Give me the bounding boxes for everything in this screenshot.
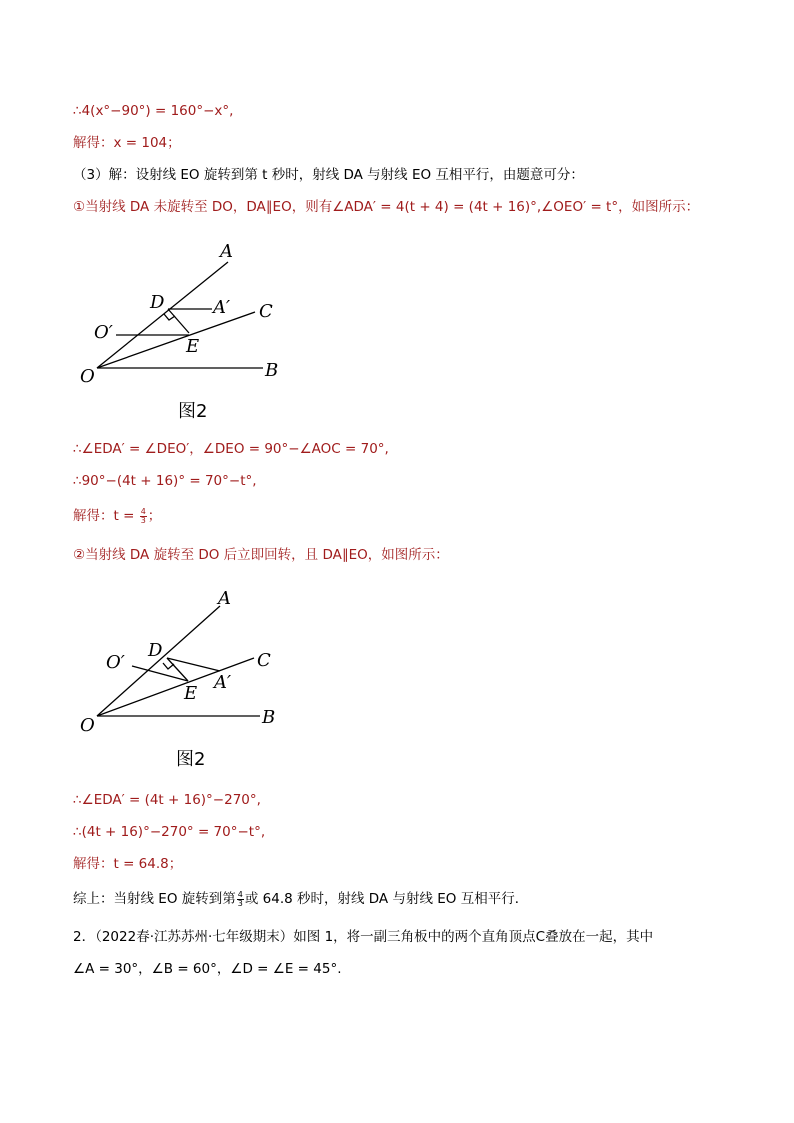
solution-line-9: ∴∠EDA′ = (4t + 16)°−270°, bbox=[73, 792, 261, 808]
fig2-label-c: C bbox=[257, 650, 271, 671]
solution-line-3 bbox=[73, 166, 584, 184]
fig2-segment-da-prime bbox=[167, 658, 220, 671]
fig2-label-e: E bbox=[184, 683, 198, 704]
fig1-label-o-prime: O′ bbox=[94, 322, 113, 343]
fig2-label-o-prime: O′ bbox=[106, 652, 125, 673]
fraction-num: 4 bbox=[140, 506, 146, 516]
fig1-segment-de bbox=[168, 309, 189, 333]
fig1-label-c: C bbox=[259, 301, 273, 322]
solution-line-6: ∴90°−(4t + 16)° = 70°−t°, bbox=[73, 473, 257, 489]
summary-fraction bbox=[237, 891, 244, 908]
fraction-4-3 bbox=[140, 508, 147, 525]
summary-fraction-num: 4 bbox=[237, 889, 243, 899]
fig2-ray-oa bbox=[97, 606, 220, 716]
solution-line-7 bbox=[73, 507, 161, 525]
fig1-right-angle-mark bbox=[164, 314, 175, 320]
figure-2-caption: 图2 bbox=[176, 749, 206, 770]
solution-line-12 bbox=[73, 890, 528, 908]
solution-7-suffix: ； bbox=[147, 508, 162, 524]
problem-2-line-1: 2．（2022春·江苏苏州·七年级期末）如图 1，将一副三角板中的两个直角顶点C叠放在一起，其中 bbox=[73, 929, 654, 945]
fig2-label-o: O bbox=[80, 715, 95, 736]
fig1-label-o: O bbox=[80, 366, 95, 387]
solution-7-prefix: 解得：t = bbox=[73, 508, 139, 524]
fig1-label-b: B bbox=[265, 360, 279, 381]
fig2-segment-de bbox=[167, 658, 188, 681]
summary-prefix: 综上：当射线 EO 旋转到第 bbox=[73, 891, 236, 907]
solution-line-8: ②当射线 DA 旋转至 DO 后立即回转，且 DA∥EO，如图所示： bbox=[73, 547, 449, 563]
fig2-label-a: A bbox=[218, 588, 231, 609]
fraction-den: 3 bbox=[140, 515, 146, 525]
fig2-ray-oc bbox=[97, 658, 254, 716]
solution-line-2: 解得：x = 104； bbox=[73, 135, 181, 151]
solution-line-10: ∴(4t + 16)°−270° = 70°−t°, bbox=[73, 824, 266, 840]
part3-prefix: （3）解： bbox=[73, 167, 136, 183]
fig2-label-d: D bbox=[148, 640, 163, 661]
solution-line-11: 解得：t = 64.8； bbox=[73, 856, 183, 872]
fig2-segment-o-prime-e bbox=[132, 666, 188, 681]
fig2-right-angle-mark bbox=[163, 663, 174, 669]
problem-2-line-2: ∠A = 30°，∠B = 60°，∠D = ∠E = 45°. bbox=[73, 961, 342, 977]
fig1-label-e: E bbox=[186, 336, 200, 357]
part3-text: 设射线 EO 旋转到第 t 秒时，射线 DA 与射线 EO 互相平行，由题意可分： bbox=[135, 167, 584, 183]
solution-line-4: ①当射线 DA 未旋转至 DO，DA∥EO，则有∠ADA′ = 4(t + 4) = (4t + 16)°,∠OEO′ = t°，如图所示： bbox=[73, 199, 700, 215]
fig1-label-a: A bbox=[220, 241, 233, 262]
summary-suffix: 或 64.8 秒时，射线 DA 与射线 EO 互相平行． bbox=[244, 891, 529, 907]
summary-fraction-den: 3 bbox=[237, 898, 243, 908]
fig1-ray-oa bbox=[97, 262, 231, 368]
figure-1-caption: 图2 bbox=[178, 401, 208, 422]
solution-line-5: ∴∠EDA′ = ∠DEO′，∠DEO = 90°−∠AOC = 70°, bbox=[73, 441, 389, 457]
fig1-ray-oc bbox=[97, 312, 255, 368]
fig2-label-a-prime: A′ bbox=[214, 672, 232, 693]
fig2-label-b: B bbox=[262, 707, 276, 728]
fig1-label-a-prime: A′ bbox=[213, 297, 231, 318]
solution-line-1: ∴4(x°−90°) = 160°−x°, bbox=[73, 103, 234, 119]
fig1-label-d: D bbox=[150, 292, 165, 313]
